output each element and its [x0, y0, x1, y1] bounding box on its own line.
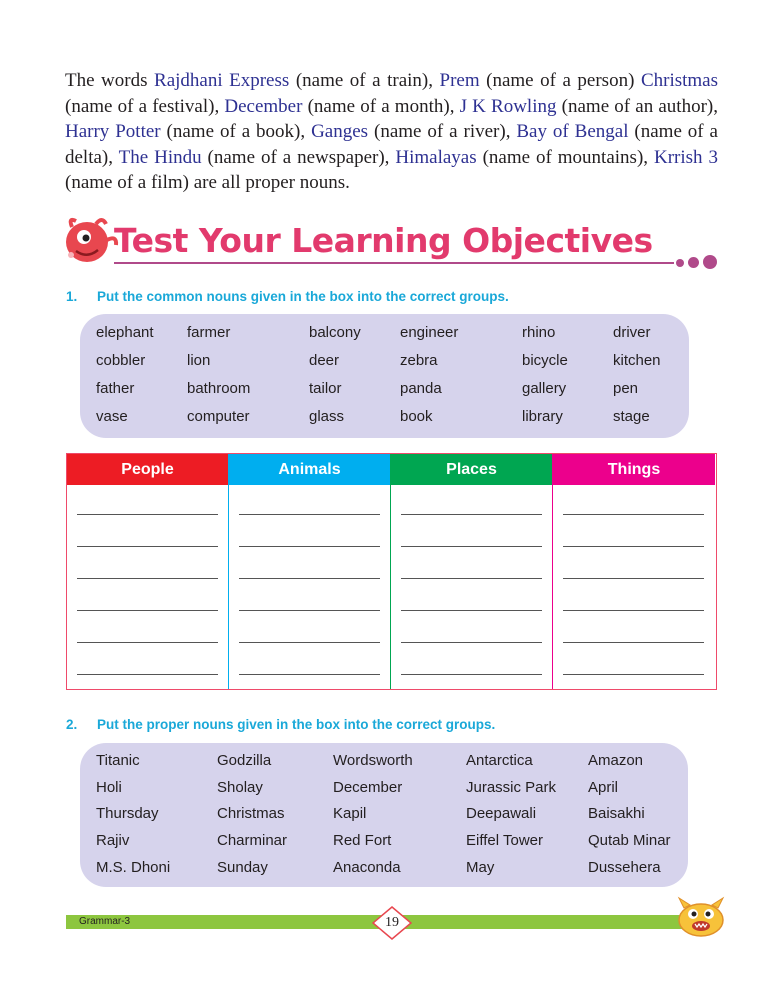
question-2 [66, 717, 495, 732]
answer-line[interactable] [401, 546, 542, 547]
proper-noun-example: December [224, 95, 303, 117]
word-item: Sholay [217, 778, 263, 796]
table-column [553, 454, 715, 689]
monster-mascot-icon [675, 896, 727, 938]
word-item: farmer [187, 324, 231, 341]
word-item: Kapil [333, 805, 367, 823]
word-item: Red Fort [333, 832, 392, 850]
question-text: Put the proper nouns given in the box into the correct groups. [97, 717, 496, 732]
intro-text: (name of an author), [556, 95, 718, 117]
word-item: deer [309, 352, 340, 369]
word-item: December [333, 778, 403, 796]
word-item: Titanic [96, 752, 140, 769]
decor-dot [703, 255, 717, 269]
word-item: gallery [522, 380, 567, 397]
proper-noun-example: Christmas [640, 70, 718, 91]
word-item: April [588, 778, 619, 796]
word-item: Qutab Minar [588, 832, 671, 850]
proper-noun-example: Himalayas [395, 146, 477, 168]
heading-title: Test Your Learning Objectives [114, 221, 653, 260]
proper-noun-example: Rajdhani Express [154, 70, 290, 91]
intro-paragraph [65, 68, 718, 196]
answer-line[interactable] [401, 642, 542, 643]
word-item: Rajiv [96, 832, 130, 850]
book-title: Grammar-3 [79, 916, 131, 927]
answer-line[interactable] [77, 642, 218, 643]
word-item: elephant [96, 324, 154, 341]
answer-line[interactable] [239, 514, 380, 515]
proper-noun-example: Harry Potter [65, 121, 161, 142]
decor-dot [676, 259, 684, 267]
table-column [391, 454, 553, 689]
word-item: Dussehera [588, 858, 661, 876]
word-item: cobbler [96, 352, 146, 369]
intro-text: (name of a festival), [65, 95, 225, 117]
decor-dot [688, 257, 699, 268]
groups-table [66, 453, 717, 690]
answer-line[interactable] [563, 610, 704, 611]
answer-line[interactable] [563, 514, 704, 515]
answer-line[interactable] [239, 546, 380, 547]
intro-text: (name of a book), [160, 121, 312, 142]
intro-text: The words [65, 70, 155, 91]
word-item: engineer [400, 324, 459, 341]
word-item: panda [400, 380, 442, 397]
question-number: 1. [66, 289, 78, 304]
answer-line[interactable] [77, 674, 218, 675]
word-item: glass [309, 408, 345, 425]
word-item: pen [613, 380, 639, 397]
proper-noun-example: J K Rowling [459, 95, 557, 117]
word-item: vase [96, 408, 128, 425]
question-text: Put the common nouns given in the box into the correct groups. [97, 289, 509, 304]
intro-text: (name of a delta), [65, 121, 718, 168]
answer-line[interactable] [401, 514, 542, 515]
answer-line[interactable] [239, 578, 380, 579]
word-item: Amazon [588, 752, 644, 769]
column-header: People [67, 454, 228, 485]
word-item: Eiffel Tower [466, 832, 543, 850]
intro-text: (name of a river), [368, 121, 517, 142]
word-item: book [400, 408, 433, 425]
question-1 [66, 289, 509, 304]
word-item: lion [187, 352, 211, 369]
section-heading [62, 215, 722, 275]
word-item: Charminar [217, 832, 288, 850]
intro-text: (name of a train), [289, 70, 440, 91]
word-item: Christmas [217, 805, 285, 823]
common-nouns-box [80, 314, 689, 438]
heading-underline [114, 262, 674, 264]
answer-line[interactable] [401, 610, 542, 611]
word-item: Anaconda [333, 858, 401, 876]
word-item: Antarctica [466, 752, 533, 769]
question-number: 2. [66, 717, 78, 732]
word-item: Thursday [96, 805, 159, 823]
proper-noun-example: Bay of Bengal [516, 121, 629, 142]
table-column [229, 454, 391, 689]
intro-text: (name of a film) are all proper nouns. [65, 172, 350, 193]
word-item: bathroom [187, 380, 251, 397]
word-item: May [466, 858, 495, 876]
word-item: Deepawali [466, 805, 537, 823]
column-header: Things [553, 454, 715, 485]
word-item: Sunday [217, 858, 268, 876]
word-item: Wordsworth [333, 752, 413, 769]
answer-line[interactable] [401, 578, 542, 579]
word-item: stage [613, 408, 650, 425]
answer-line[interactable] [239, 674, 380, 675]
proper-noun-example: Krrish 3 [653, 146, 718, 168]
answer-line[interactable] [77, 610, 218, 611]
answer-line[interactable] [77, 578, 218, 579]
answer-line[interactable] [77, 546, 218, 547]
column-header: Places [391, 454, 552, 485]
answer-line[interactable] [239, 610, 380, 611]
answer-line[interactable] [563, 674, 704, 675]
proper-nouns-box [80, 743, 688, 887]
word-item: rhino [522, 324, 556, 341]
word-item: driver [613, 324, 651, 341]
answer-line[interactable] [563, 642, 704, 643]
word-item: M.S. Dhoni [96, 858, 171, 876]
word-item: Baisakhi [588, 805, 645, 823]
word-item: library [522, 408, 563, 425]
word-item: tailor [309, 380, 342, 397]
word-item: zebra [400, 352, 438, 369]
page-number: 19 [385, 915, 399, 930]
intro-text: (name of a person) [479, 70, 641, 91]
word-item: father [96, 380, 135, 397]
word-item: bicycle [522, 352, 568, 369]
intro-text: (name of a month), [302, 95, 460, 117]
proper-noun-example: Ganges [311, 121, 369, 142]
word-item: kitchen [613, 352, 661, 369]
answer-line[interactable] [401, 674, 542, 675]
column-header: Animals [229, 454, 390, 485]
proper-noun-example: Prem [439, 70, 480, 91]
word-item: computer [187, 408, 250, 425]
monster-mascot-icon [62, 215, 120, 267]
intro-text: (name of mountains), [476, 146, 654, 168]
word-item: balcony [309, 324, 361, 341]
intro-text: (name of a newspaper), [201, 146, 396, 168]
answer-line[interactable] [563, 546, 704, 547]
word-item: Holi [96, 778, 122, 796]
answer-line[interactable] [239, 642, 380, 643]
word-item: Jurassic Park [466, 778, 557, 796]
answer-line[interactable] [563, 578, 704, 579]
proper-noun-example: The Hindu [118, 146, 202, 168]
word-item: Godzilla [217, 752, 272, 769]
answer-line[interactable] [77, 514, 218, 515]
table-column [67, 454, 229, 689]
